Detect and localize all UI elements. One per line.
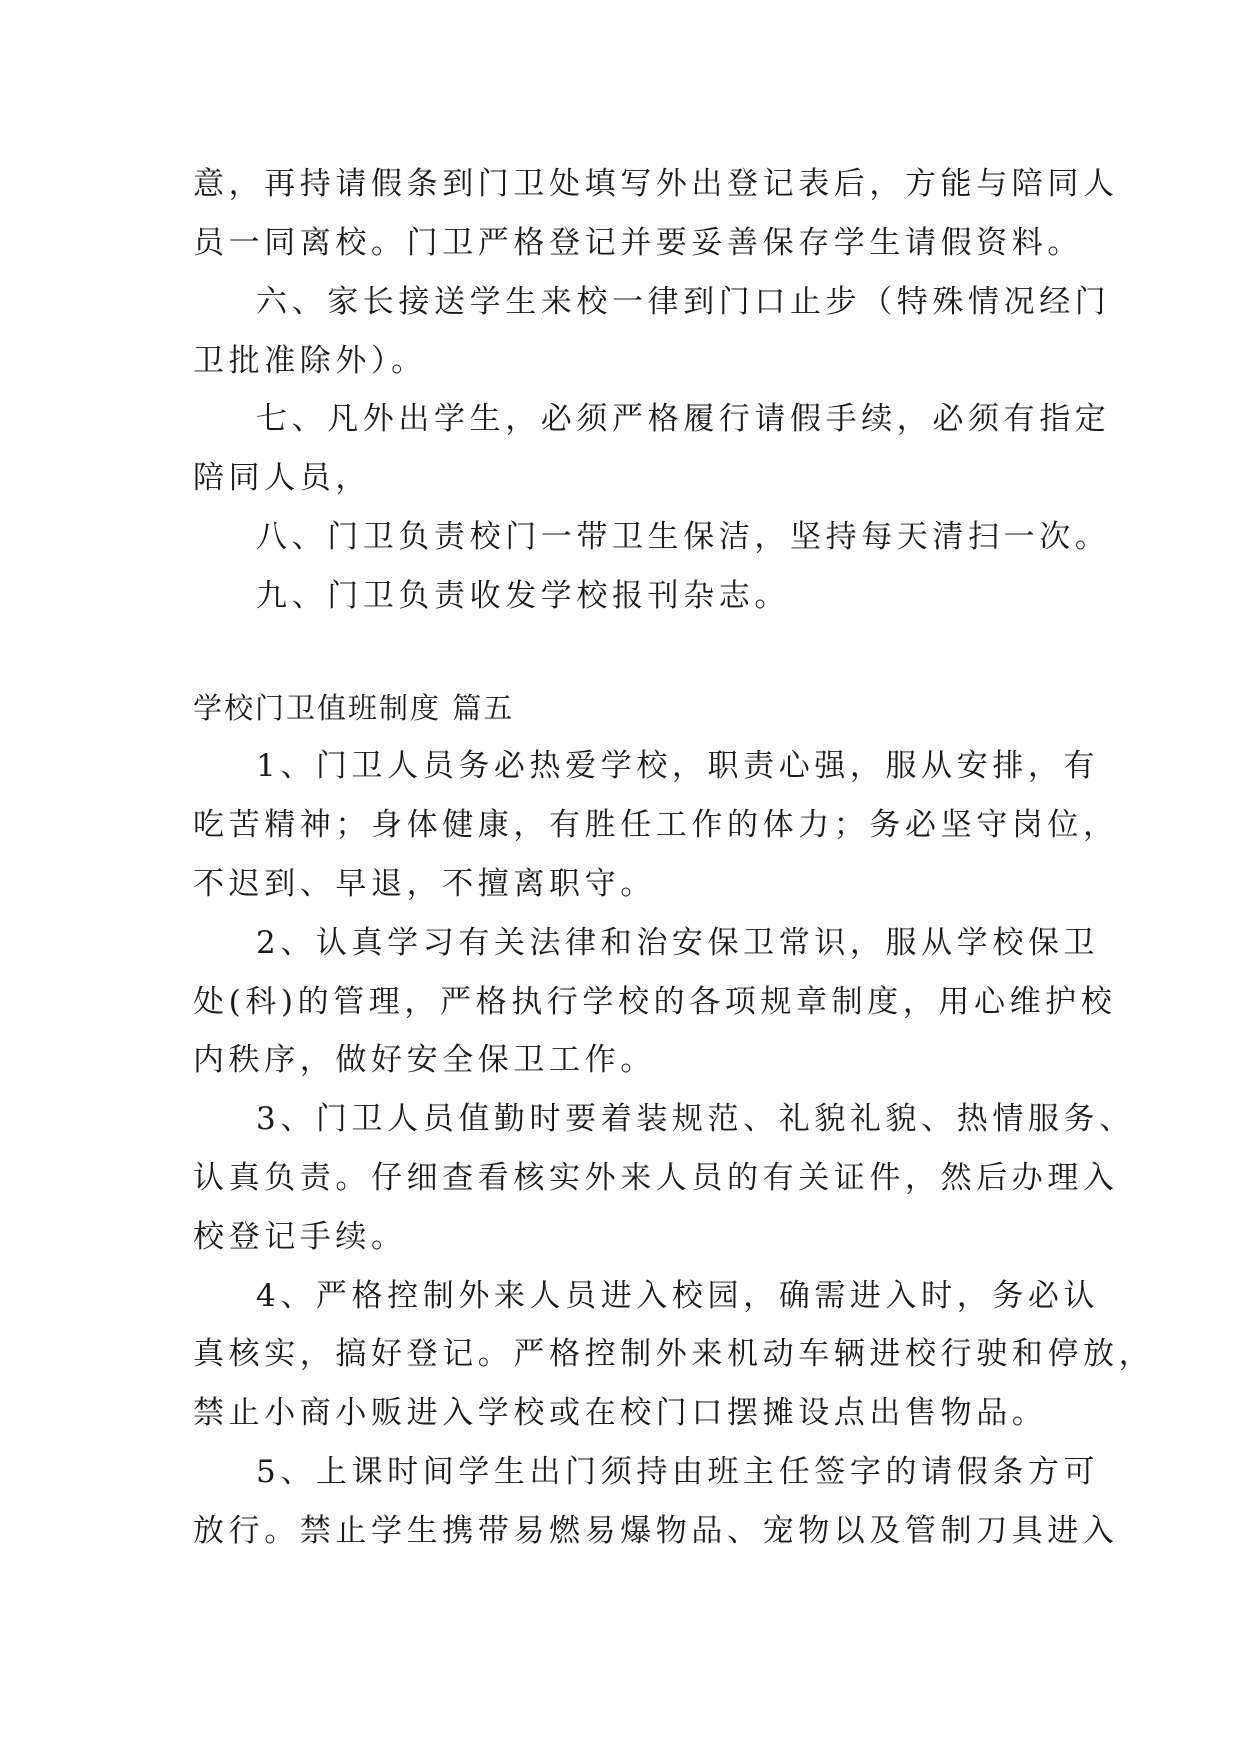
text-line: 认真负责。仔细查看核实外来人员的有关证件，然后办理入 (193, 1160, 1119, 1196)
text-line: 意，再持请假条到门卫处填写外出登记表后，方能与陪同人 (193, 166, 1119, 202)
text-line: 七、凡外出学生，必须严格履行请假手续，必须有指定 (256, 401, 1111, 437)
text-line: 1、门卫人员务必热爱学校，职责心强，服从安排，有 (256, 748, 1100, 784)
text-line: 内秩序，做好安全保卫工作。 (193, 1042, 656, 1078)
text-line: 卫批准除外）。 (193, 343, 427, 379)
text-line: 处(科)的管理，严格执行学校的各项规章制度，用心维护校 (193, 984, 1117, 1020)
text-line: 九、门卫负责收发学校报刊杂志。 (256, 578, 790, 614)
text-line: 3、门卫人员值勤时要着装规范、礼貌礼貌、热情服务、 (256, 1101, 1135, 1137)
text-line: 陪同人员， (193, 460, 371, 496)
text-line: 六、家长接送学生来校一律到门口止步（特殊情况经门 (256, 284, 1111, 320)
text-line: 4、严格控制外来人员进入校园，确需进入时，务必认 (256, 1278, 1100, 1314)
text-line: 5、上课时间学生出门须持由班主任签字的请假条方可 (256, 1454, 1100, 1490)
section-heading: 学校门卫值班制度 篇五 (193, 691, 515, 725)
text-line: 八、门卫负责校门一带卫生保洁，坚持每天清扫一次。 (256, 519, 1111, 555)
text-line: 2、认真学习有关法律和治安保卫常识，服从学校保卫 (256, 925, 1100, 961)
text-line: 员一同离校。门卫严格登记并要妥善保存学生请假资料。 (193, 225, 1083, 261)
text-line: 真核实，搞好登记。严格控制外来机动车辆进校行驶和停放， (193, 1336, 1155, 1372)
text-line: 校登记手续。 (193, 1219, 407, 1255)
text-line: 吃苦精神；身体健康，有胜任工作的体力；务必坚守岗位， (193, 807, 1119, 843)
text-line: 禁止小商小贩进入学校或在校门口摆摊设点出售物品。 (193, 1395, 1048, 1431)
text-line: 不迟到、早退，不擅离职守。 (193, 866, 656, 902)
text-line: 放行。禁止学生携带易燃易爆物品、宠物以及管制刀具进入 (193, 1513, 1119, 1549)
